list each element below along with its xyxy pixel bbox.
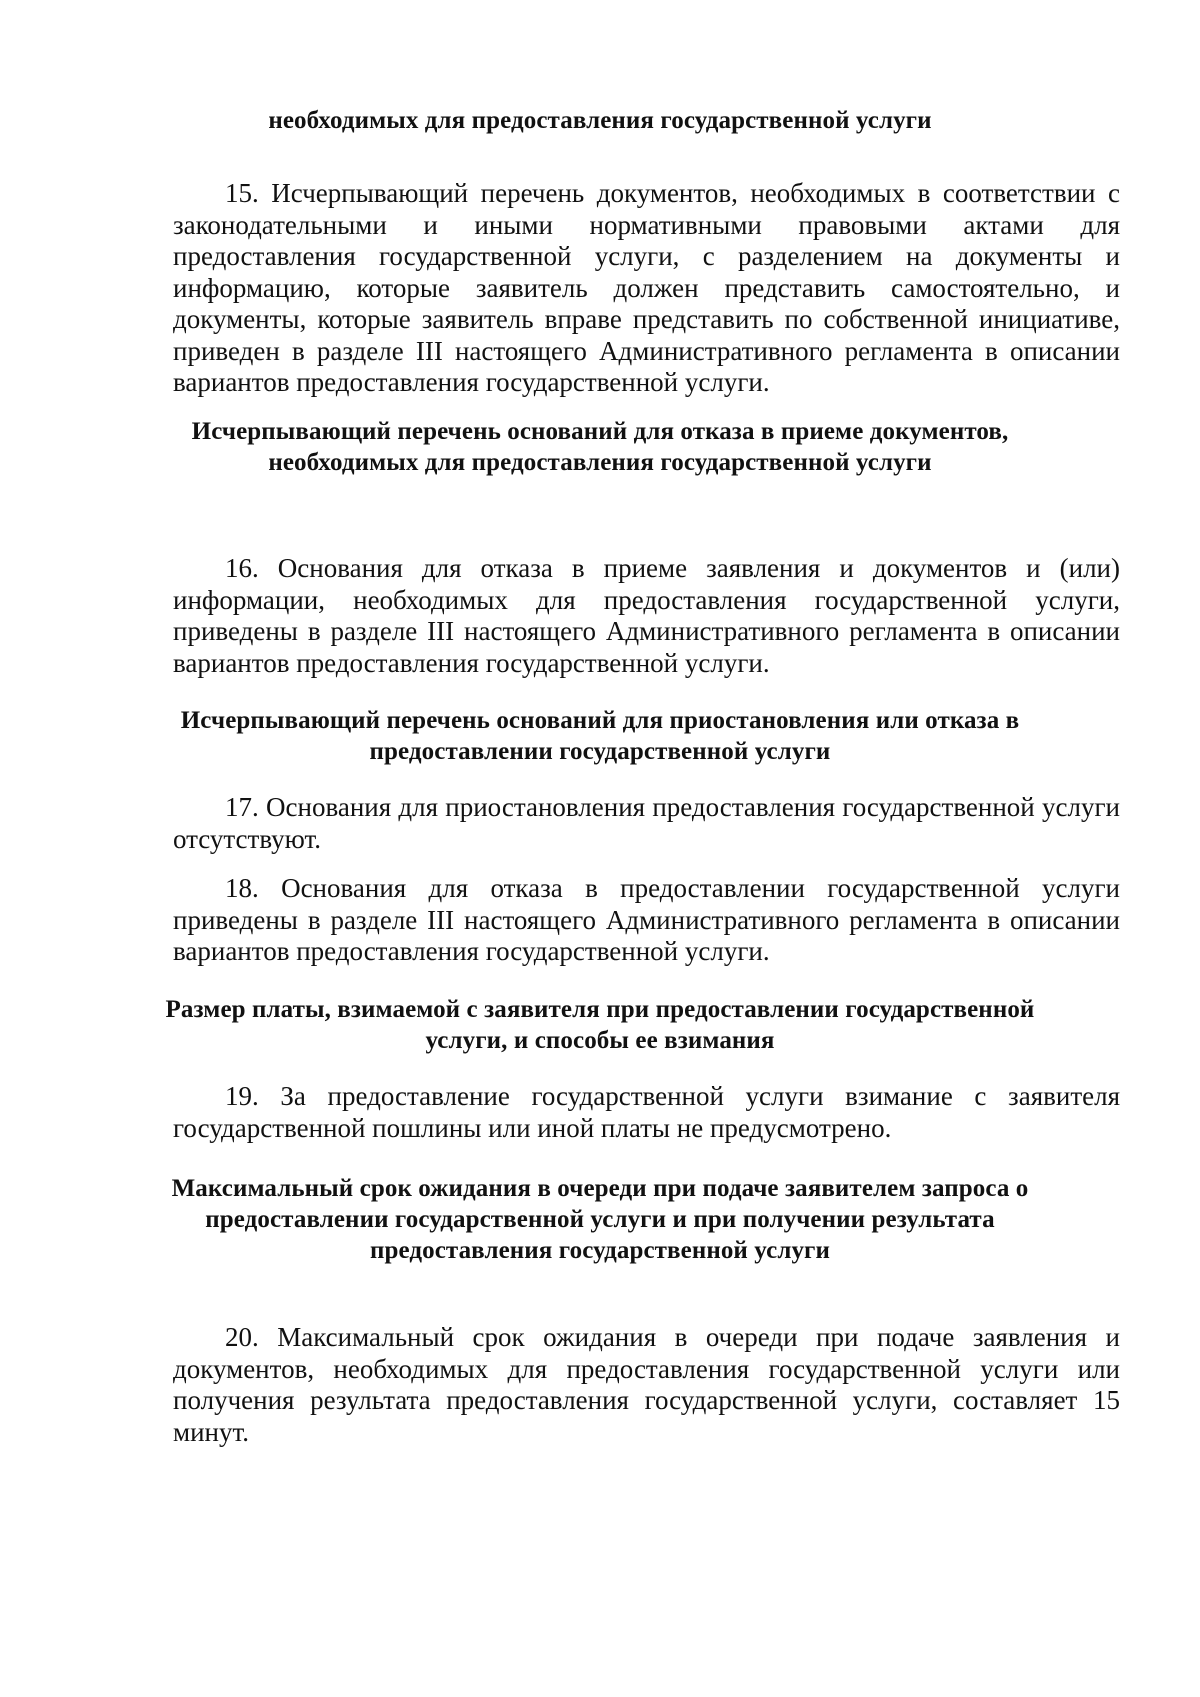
heading-line: Размер платы, взимаемой с заявителя при предоставлении — [165, 996, 839, 1023]
heading-line: необходимых для предоставления государственной услуги — [268, 107, 932, 134]
heading-line: Максимальный срок ожидания в очереди при подаче заявителем — [171, 1175, 916, 1202]
heading-line: государственной услуги — [660, 449, 932, 476]
paragraph-16: 16. Основания для отказа в приеме заявления и документов и (или) информации, необходимых для предоставления государственной услуги, приведены в разделе III настоящего Административного регламента в описании вариантов предоставления государственной услуги. — [173, 553, 1120, 678]
heading-line: или отказа в предоставлении государственной услуги — [369, 707, 1020, 765]
section-heading-suspension-refusal — [160, 705, 1040, 767]
heading-line: Исчерпывающий перечень оснований для отказа в приеме — [191, 418, 864, 445]
heading-line: Исчерпывающий перечень оснований для приостановления — [180, 707, 870, 734]
heading-line: и при получении результата предоставления — [369, 1206, 995, 1264]
section-heading-queue-time — [160, 1173, 1040, 1266]
section-heading-documents-required — [160, 105, 1040, 136]
paragraph-18: 18. Основания для отказа в предоставлении государственной услуги приведены в разделе III настоящего Административного регламента в описании вариантов предоставления государственной услуги. — [173, 873, 1120, 966]
section-heading-fee — [160, 994, 1040, 1056]
heading-line: государственной услуги — [558, 1237, 830, 1264]
paragraph-20: 20. Максимальный срок ожидания в очереди при подаче заявления и документов, необходимых для предоставления государственной услуги или получения результата предоставления государственной услуги, составляет 15 минут. — [173, 1322, 1120, 1447]
paragraph-17: 17. Основания для приостановления предоставления государственной услуги отсутствуют. — [173, 792, 1120, 854]
heading-line: запроса о предоставлении государственной услуги — [205, 1175, 1029, 1233]
heading-line: государственной услуги, и способы ее взимания — [425, 996, 1035, 1054]
section-heading-refusal-reception — [160, 416, 1040, 478]
heading-line: документов, необходимых для предоставления — [268, 418, 1009, 476]
paragraph-19: 19. За предоставление государственной услуги взимание с заявителя государственной пошлины или иной платы не предусмотрено. — [173, 1081, 1120, 1143]
paragraph-15: 15. Исчерпывающий перечень документов, необходимых в соответствии с законодательными и иными нормативными правовыми актами для предоставления государственной услуги, с разделением на документы и информацию, которые заявитель должен представить самостоятельно, и документы, которые заявитель вправе представить по собственной инициативе, приведен в разделе III настоящего Административного регламента в описании вариантов предоставления государственной услуги. — [173, 178, 1120, 397]
